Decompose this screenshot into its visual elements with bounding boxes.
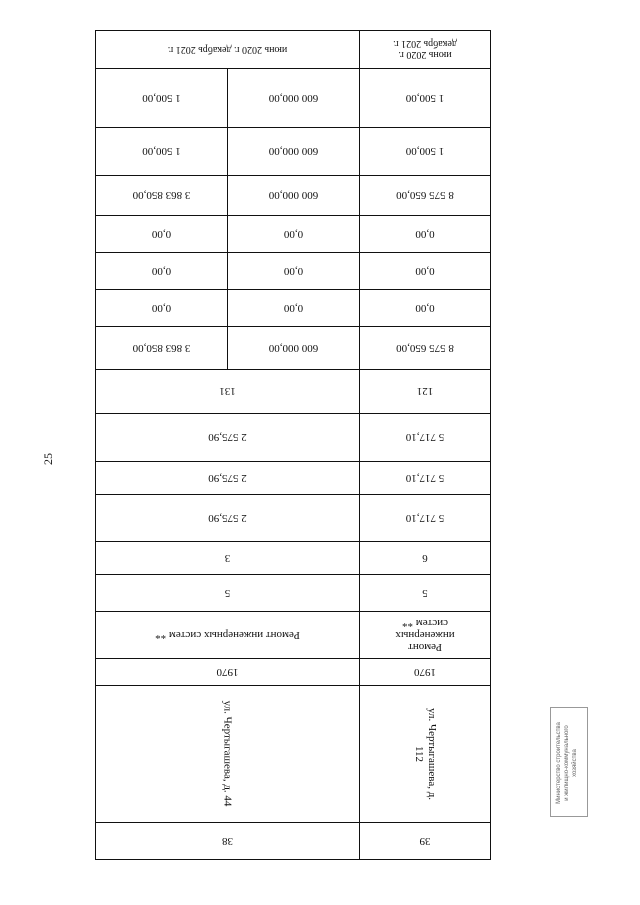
- table-row: [96, 31, 490, 68]
- table-row: [96, 611, 490, 658]
- cell-area-left: 5 717,10: [359, 495, 490, 541]
- cell-unit-cost-mid: 600 000,00: [227, 128, 359, 175]
- document-table: [95, 30, 491, 860]
- cell-cost-total-mid: 600 000,00: [227, 327, 359, 369]
- cell-zero-right: 0,00: [151, 265, 172, 277]
- cell-zero-right: 0,00: [151, 228, 172, 240]
- table-row: [96, 252, 490, 289]
- cell-area-left: 5 717,10: [359, 414, 490, 461]
- cell-period-left: июнь 2020 г. декабрь 2021 г.: [359, 31, 490, 68]
- table-row: [96, 215, 490, 252]
- table-row: [96, 685, 490, 822]
- cell-period-right: июнь 2020 г. декабрь 2021 г.: [167, 44, 288, 55]
- page-number: 25: [41, 453, 55, 465]
- cell-unit-cost-left: 1 500,00: [359, 69, 490, 127]
- cell-year-right: 1970: [216, 666, 239, 678]
- approval-stamp: [550, 707, 588, 817]
- table-row: [96, 369, 490, 413]
- cell-zero-mid: 0,00: [227, 290, 359, 326]
- cell-zero-left: 0,00: [359, 253, 490, 289]
- cell-unit-cost-right: 1 500,00: [142, 92, 181, 104]
- cell-index-right: 38: [222, 835, 233, 847]
- stamp-line: хозяйства: [572, 749, 578, 777]
- cell-address-left: [359, 686, 490, 822]
- table-row: [96, 494, 490, 541]
- cell-entrances-left: 6: [359, 542, 490, 574]
- table-row: [96, 461, 490, 494]
- table-row: [96, 127, 490, 175]
- address-text: ул. Чертыгашева, д. 112: [413, 707, 438, 801]
- table-row: [96, 541, 490, 574]
- cell-zero-left: 0,00: [359, 290, 490, 326]
- cell-cost-right: 3 863 850,00: [132, 189, 191, 202]
- cell-zero-mid: 0,00: [227, 216, 359, 252]
- address-text: ул. Чертыгашева, д. 44: [222, 701, 234, 807]
- cell-unit-cost-mid: 600 000,00: [227, 69, 359, 127]
- stamp-line: и жилищно-коммунального: [564, 725, 570, 801]
- cell-cost-left: 8 575 650,00: [359, 176, 490, 215]
- cell-zero-right: 0,00: [151, 302, 172, 314]
- cell-residents-left: 121: [359, 370, 490, 413]
- cell-unit-cost-right: 1 500,00: [142, 145, 181, 158]
- cell-area-left: 5 717,10: [359, 462, 490, 494]
- cell-residents-right: 131: [219, 385, 236, 398]
- cell-cost-total-left: 8 575 650,00: [359, 327, 490, 369]
- cell-index-left: 39: [359, 823, 490, 859]
- cell-floors-right: 5: [224, 587, 231, 599]
- table-grid: [95, 30, 491, 860]
- table-row: [96, 413, 490, 461]
- cell-zero-left: 0,00: [359, 216, 490, 252]
- cell-area-right: 2 575,90: [208, 472, 247, 484]
- table-row: [96, 68, 490, 127]
- cell-address-right: [96, 686, 359, 822]
- table-row: [96, 326, 490, 369]
- cell-unit-cost-left: 1 500,00: [359, 128, 490, 175]
- cell-cost-mid: 600 000,00: [227, 176, 359, 215]
- cell-work-left: Ремонт инженерных систем **: [359, 612, 490, 658]
- table-row: [96, 175, 490, 215]
- cell-work-right: Ремонт инженерных систем **: [155, 629, 300, 641]
- cell-floors-left: 5: [359, 575, 490, 611]
- cell-year-left: 1970: [359, 659, 490, 685]
- cell-area-right: 2 575,90: [208, 431, 247, 444]
- table-row: [96, 289, 490, 326]
- table-row: [96, 574, 490, 611]
- cell-cost-total-right: 3 863 850,00: [132, 342, 191, 354]
- cell-entrances-right: 3: [224, 552, 231, 564]
- table-row: [96, 658, 490, 685]
- stamp-line: Министерство строительства: [556, 722, 562, 804]
- cell-zero-mid: 0,00: [227, 253, 359, 289]
- table-row: [96, 822, 490, 859]
- cell-area-right: 2 575,90: [208, 512, 247, 524]
